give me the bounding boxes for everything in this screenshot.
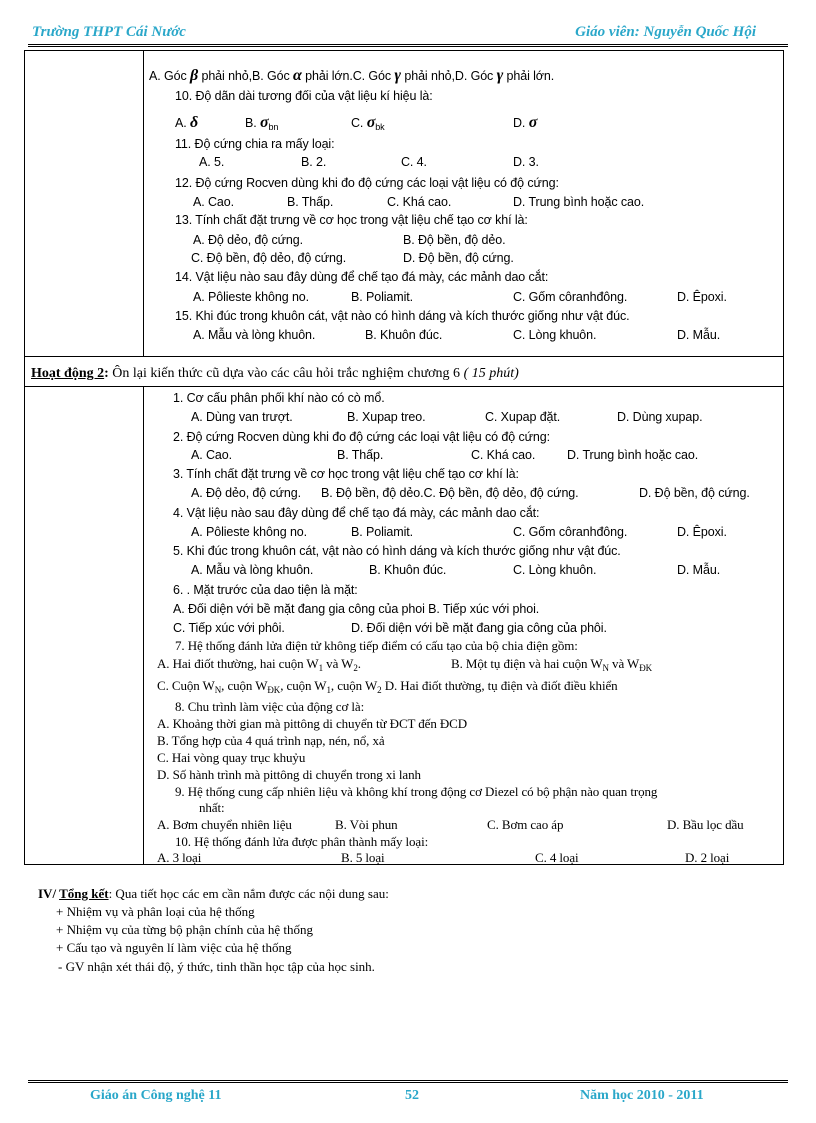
- answer-c: C. Khá cao.: [471, 448, 536, 462]
- question-7: 7. Hệ thống đánh lửa điện tử không tiếp điểm có cấu tạo của bộ chia điện gồm:: [175, 638, 578, 653]
- answer-d: D. Trung bình hoặc cao.: [513, 195, 645, 209]
- answer-c: C. 4 loại: [535, 850, 579, 865]
- answer-d: D. Mẫu.: [677, 563, 721, 577]
- answer-c: C. $\sigma_{bk}$: [351, 114, 385, 132]
- answer-a: A. Cao.: [193, 195, 234, 209]
- answer-c: C. Gốm côranhđông.: [513, 525, 628, 539]
- summary-heading: IV/ Tổng kết: Qua tiết học các em cần nắm được các nội dung sau:: [38, 886, 389, 901]
- question-9-options: A. Góc β phải nhỏ,B. Góc α phải lớn.C. Góc γ phải nhỏ,D. Góc γ phải lớn.: [149, 67, 555, 84]
- sigma-symbol: σ: [260, 114, 269, 131]
- answer-b: B. Khuôn đúc.: [369, 563, 447, 577]
- question-13: 13. Tính chất đặt trưng về cơ học trong vật liệu chế tạo cơ khí là:: [175, 213, 528, 227]
- answer-b: B. Một tụ điện và hai cuộn $W_N$ và $W_{ĐK}$: [451, 656, 653, 673]
- question-1: 1. Cơ cấu phân phối khí nào có cò mổ.: [173, 391, 385, 405]
- answer-c: C. 4.: [401, 155, 427, 169]
- answer-d: D. 3.: [513, 155, 539, 169]
- question-11: 11. Độ cứng chia ra mấy loại:: [175, 137, 335, 151]
- answer-a: A. Mẫu và lòng khuôn.: [191, 563, 314, 577]
- row-separator-2: [25, 386, 783, 387]
- activity-2-heading: Hoạt động 2: Ôn lại kiến thức cũ dựa vào các câu hỏi trắc nghiệm chương 6 ( 15 phút): [31, 366, 519, 381]
- answer-a: A. 5.: [199, 155, 225, 169]
- answer-c: C. Tiếp xúc với phôi.: [173, 621, 285, 635]
- question-2: 2. Độ cứng Rocven dùng khi đo độ cứng các loại vật liệu có độ cứng:: [173, 430, 550, 444]
- summary-item: + Cấu tạo và nguyên lí làm việc của hệ thống: [56, 940, 292, 955]
- question-10: 10. Hệ thống đánh lửa được phân thành mấy loại:: [175, 834, 429, 849]
- answer-d: D. Êpoxi.: [677, 525, 727, 539]
- answer-a-b: A. Đối diện với bề mặt đang gia công của phoi B. Tiếp xúc với phoi.: [173, 602, 540, 616]
- school-name: Trường THPT Cái Nước: [32, 24, 186, 40]
- answer-d: D. 2 loại: [685, 850, 730, 865]
- answer-d: D. Bầu lọc dầu: [667, 817, 744, 832]
- answer-c: C. Lòng khuôn.: [513, 563, 597, 577]
- answer-d: D. Mẫu.: [677, 328, 721, 342]
- answer-d: D. Số hành trình mà pittông di chuyển trong xi lanh: [157, 767, 421, 782]
- answer-a: A. Pôlieste không no.: [193, 290, 310, 304]
- answer-b: B. 5 loại: [341, 850, 385, 865]
- footer-subject: Giáo án Công nghệ 11: [90, 1088, 222, 1103]
- answer-b: B. Khuôn đúc.: [365, 328, 443, 342]
- answer-c: C. Độ bền, độ dẻo, độ cứng.: [191, 251, 347, 265]
- answer-b: B. 2.: [301, 155, 327, 169]
- summary-item: + Nhiệm vụ và phân loại của hệ thống: [56, 904, 255, 919]
- answer-b: B. $\sigma_{bn}$: [245, 114, 279, 132]
- answer-b: B. Độ bền, độ dẻo.: [403, 233, 506, 247]
- answer-b: B. Poliamit.: [351, 525, 414, 539]
- alpha-symbol: α: [293, 67, 302, 84]
- row-separator-1: [25, 356, 783, 357]
- gamma-symbol: γ: [394, 67, 401, 84]
- beta-symbol: β: [189, 67, 199, 84]
- answer-a: A. Khoảng thời gian mà pittông di chuyển từ ĐCT đến ĐCD: [157, 716, 468, 731]
- sigma-symbol: σ: [366, 114, 376, 131]
- answer-a: A. Độ dẻo, độ cứng.: [191, 486, 302, 500]
- answer-d: D. Êpoxi.: [677, 290, 727, 304]
- answer-b: B. Xupap treo.: [347, 410, 426, 424]
- answer-c-d: C. Cuộn $W_N$, cuộn $W_{ĐK}$, cuộn $W_1$, cuộn $W_2$ D. Hai điốt thường, tụ điện và điốt điều khiển: [157, 678, 618, 695]
- answer-a: A. Mẫu và lòng khuôn.: [193, 328, 316, 342]
- answer-c: C. Lòng khuôn.: [513, 328, 597, 342]
- question-9-cont: nhất:: [199, 800, 225, 815]
- answer-a: A. Cao.: [191, 448, 232, 462]
- lesson-table: [24, 50, 784, 865]
- teacher-name: Giáo viên: Nguyễn Quốc Hội: [575, 24, 756, 40]
- footer-school-year: Năm học 2010 - 2011: [580, 1088, 704, 1103]
- question-15: 15. Khi đúc trong khuôn cát, vật nào có hình dáng và kích thước giống như vật đúc.: [175, 309, 630, 323]
- summary-item: + Nhiệm vụ của từng bộ phận chính của hệ thống: [56, 922, 313, 937]
- answer-b: B. Thấp.: [287, 195, 334, 209]
- answer-b: B. Poliamit.: [351, 290, 414, 304]
- answer-d: D. Trung bình hoặc cao.: [567, 448, 699, 462]
- answer-a: A. 3 loại: [157, 850, 202, 865]
- header-rule: [28, 44, 788, 47]
- answer-c: C. Hai vòng quay trục khuỷu: [157, 750, 306, 765]
- answer-a: A. Bơm chuyển nhiên liệu: [157, 817, 292, 832]
- answer-d: D. Độ bền, độ cứng.: [639, 486, 750, 500]
- footer-rule: [28, 1080, 788, 1083]
- column-divider-bottom: [143, 386, 144, 864]
- answer-d: D. σ: [513, 114, 538, 131]
- answer-a: A. δ: [175, 114, 199, 131]
- answer-a: A. Hai điốt thường, hai cuộn $W_1$ và $W_2$.: [157, 656, 361, 673]
- answer-d: D. Dùng xupap.: [617, 410, 703, 424]
- question-14: 14. Vật liệu nào sau đây dùng để chế tạo đá mày, các mảnh dao cắt:: [175, 270, 549, 284]
- question-8: 8. Chu trình làm việc của động cơ là:: [175, 699, 365, 714]
- answer-b: B. Thấp.: [337, 448, 384, 462]
- question-3: 3. Tính chất đặt trưng về cơ học trong vật liệu chế tạo cơ khí là:: [173, 467, 519, 481]
- page-header: [32, 24, 784, 44]
- question-5: 5. Khi đúc trong khuôn cát, vật nào có hình dáng và kích thước giống như vật đúc.: [173, 544, 621, 558]
- delta-symbol: δ: [190, 114, 199, 131]
- summary-item: - GV nhận xét thái độ, ý thức, tinh thần học tập của học sinh.: [58, 959, 375, 974]
- page-number: 52: [405, 1088, 419, 1103]
- question-6: 6. . Mặt trước của dao tiện là mặt:: [173, 583, 358, 597]
- answer-a: A. Pôlieste không no.: [191, 525, 308, 539]
- sigma-symbol: σ: [528, 114, 538, 131]
- question-10: 10. Độ dãn dài tương đối của vật liệu kí hiệu là:: [175, 89, 433, 103]
- answer-c: C. Bơm cao áp: [487, 817, 564, 832]
- answer-d: D. Đối diện với bề mặt đang gia công của phôi.: [351, 621, 607, 635]
- answer-a: A. Dùng van trượt.: [191, 410, 293, 424]
- answer-d: D. Độ bền, độ cứng.: [403, 251, 514, 265]
- question-4: 4. Vật liệu nào sau đây dùng để chế tạo đá mày, các mảnh dao cắt:: [173, 506, 540, 520]
- question-12: 12. Độ cứng Rocven dùng khi đo độ cứng các loại vật liệu có độ cứng:: [175, 176, 559, 190]
- answer-a: A. Độ dẻo, độ cứng.: [193, 233, 304, 247]
- answer-b: B. Vòi phun: [335, 817, 398, 832]
- answer-c: C. Khá cao.: [387, 195, 452, 209]
- gamma-symbol: γ: [496, 67, 504, 84]
- answer-c: C. Gốm côranhđông.: [513, 290, 628, 304]
- question-9: 9. Hệ thống cung cấp nhiên liệu và không khí trong động cơ Diezel có bộ phận nào quan trọng: [175, 784, 658, 799]
- answer-b: B. Tổng hợp của 4 quá trình nạp, nén, nổ, xả: [157, 733, 385, 748]
- answer-c: C. Xupap đặt.: [485, 410, 561, 424]
- column-divider-top: [143, 51, 144, 356]
- answer-b: B. Độ bền, độ dẻo.C. Độ bền, độ dẻo, độ cứng.: [321, 486, 579, 500]
